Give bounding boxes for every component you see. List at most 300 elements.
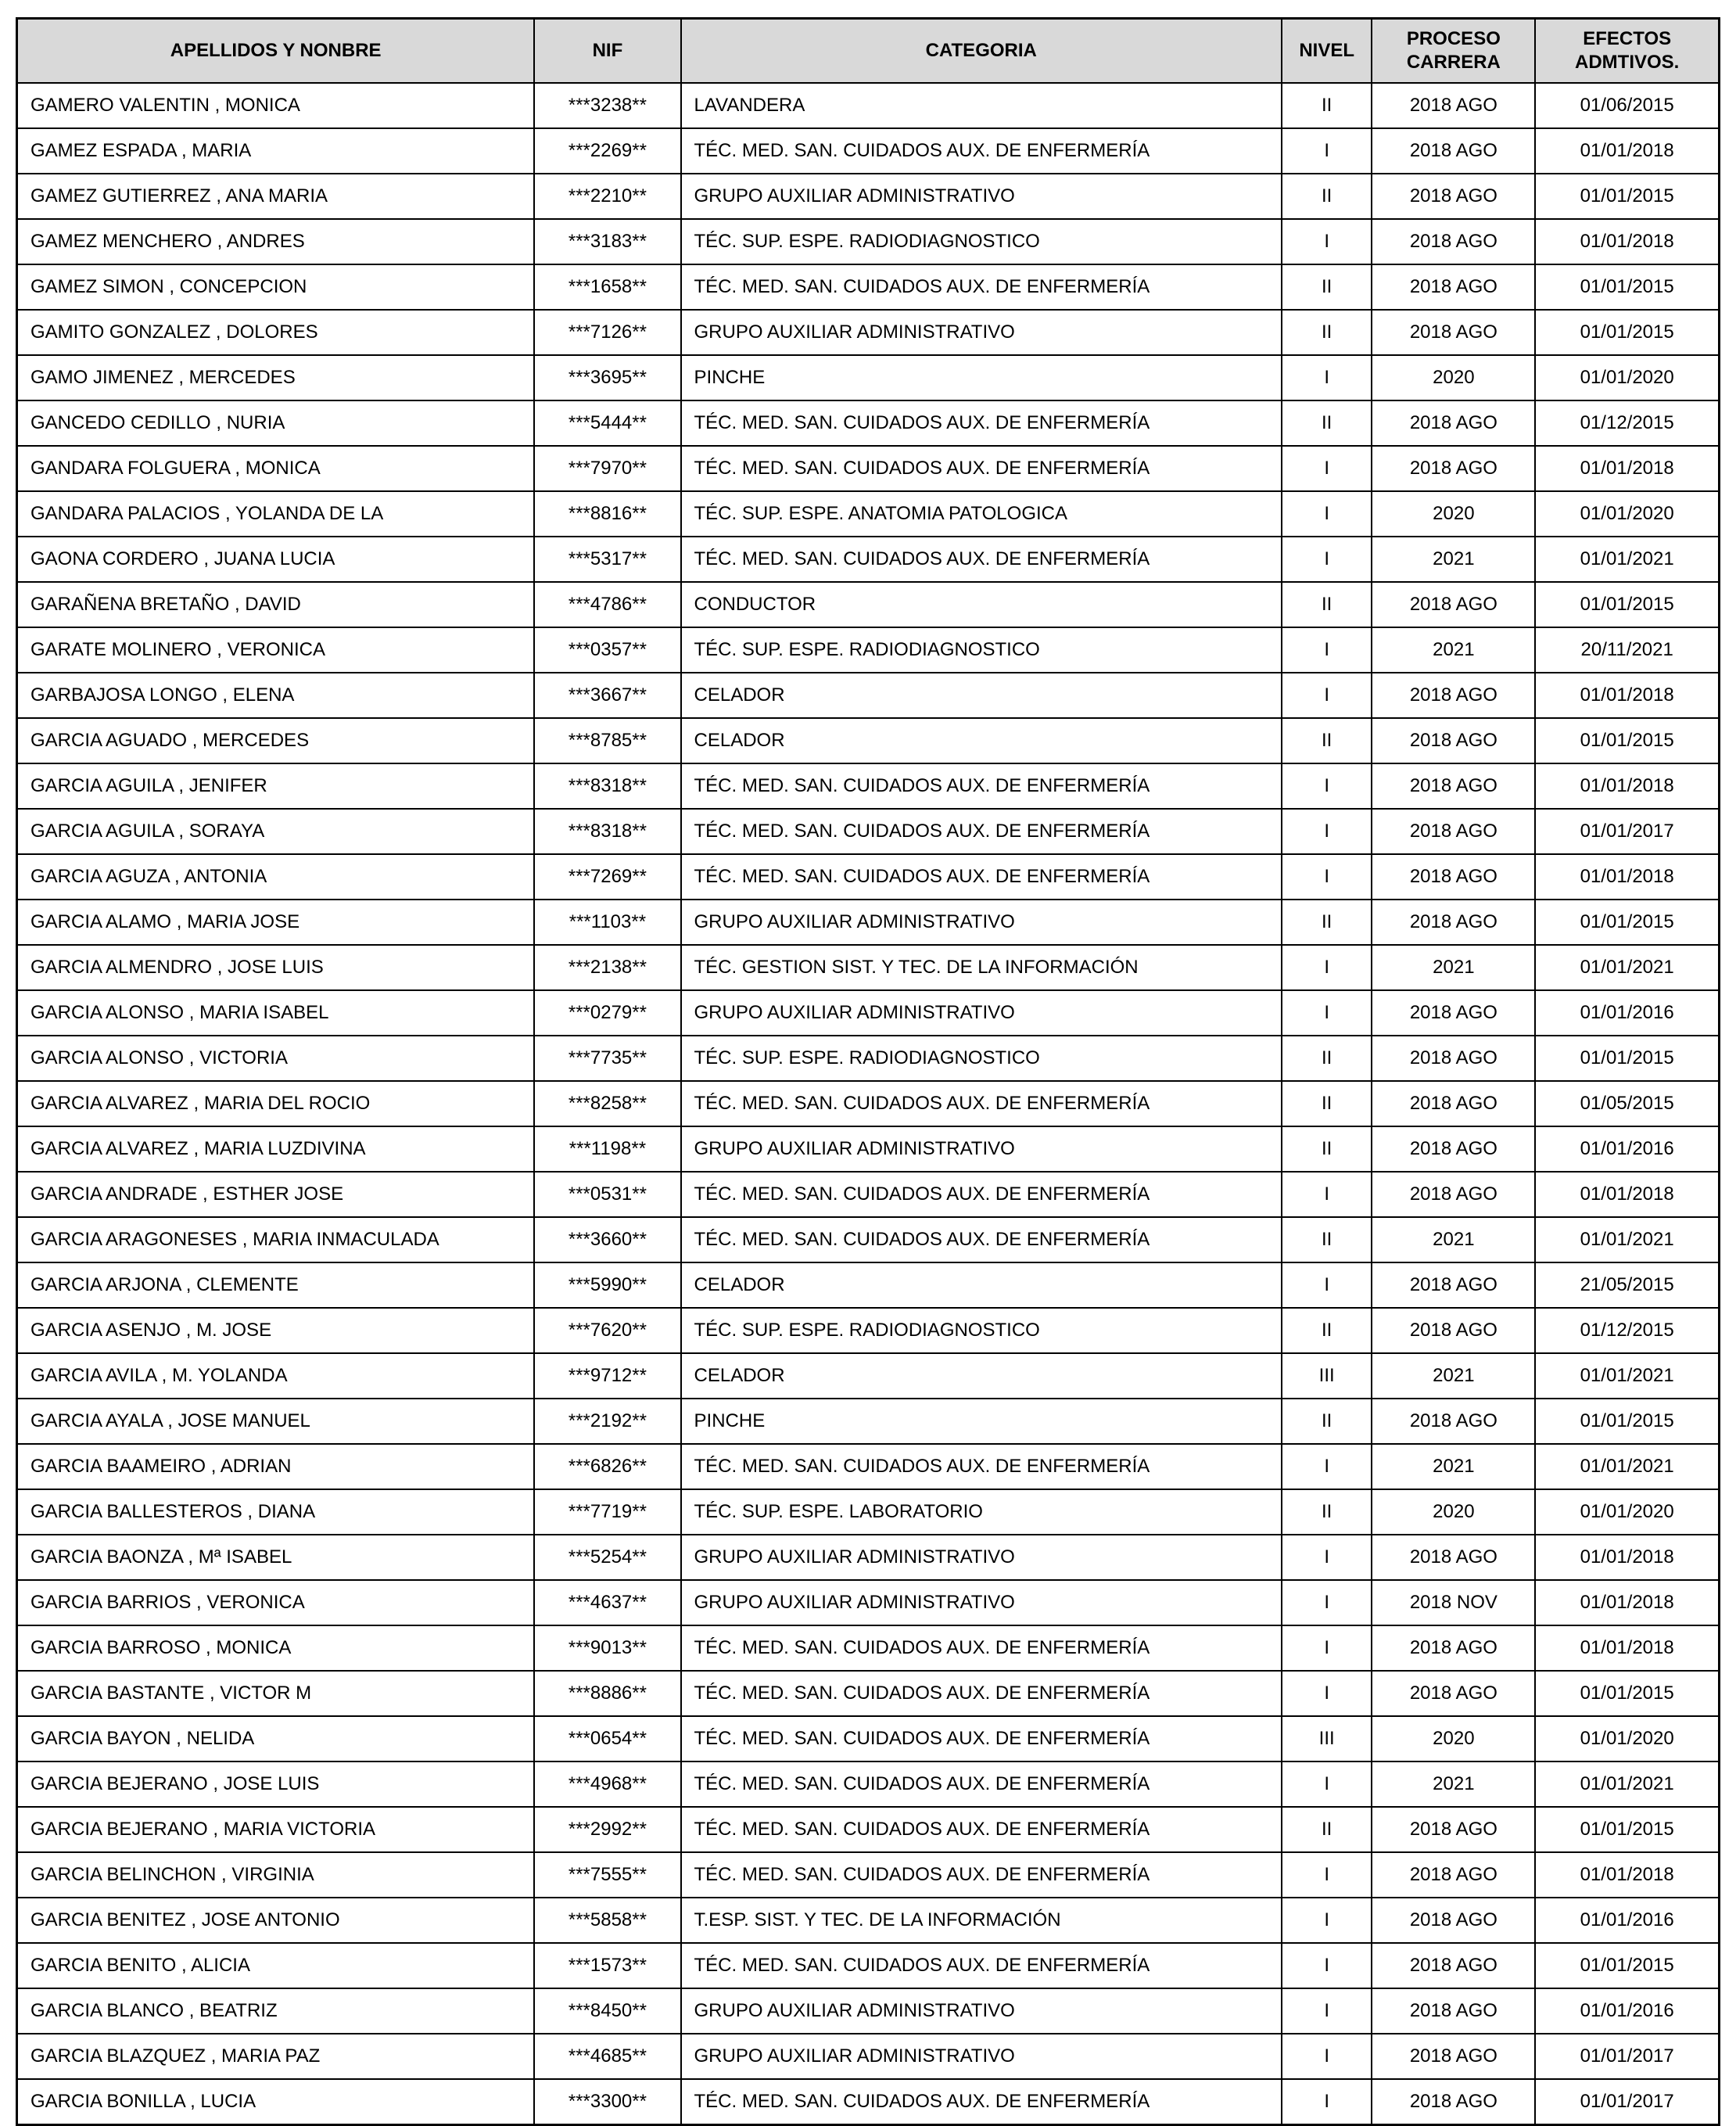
cell-nif: ***2210** (534, 174, 680, 219)
cell-categoria: GRUPO AUXILIAR ADMINISTRATIVO (681, 990, 1282, 1036)
table-row (17, 1308, 1720, 1353)
cell-proceso: 2018 AGO (1372, 1172, 1535, 1217)
table-row (17, 1353, 1720, 1399)
cell-apellidos: GARCIA BARRIOS , VERONICA (17, 1580, 535, 1625)
cell-categoria: PINCHE (681, 355, 1282, 400)
column-header-nif: NIF (534, 19, 680, 84)
cell-apellidos: GARCIA BEJERANO , MARIA VICTORIA (17, 1807, 535, 1852)
cell-nivel: I (1282, 1671, 1372, 1716)
cell-nivel: I (1282, 537, 1372, 582)
cell-categoria: CELADOR (681, 673, 1282, 718)
cell-apellidos: GARCIA BARROSO , MONICA (17, 1625, 535, 1671)
cell-nivel: I (1282, 1444, 1372, 1489)
cell-nivel: II (1282, 1081, 1372, 1126)
table-row (17, 1671, 1720, 1716)
cell-nivel: I (1282, 627, 1372, 673)
table-row (17, 763, 1720, 809)
cell-apellidos: GANCEDO CEDILLO , NURIA (17, 400, 535, 446)
cell-efectos: 01/01/2021 (1535, 945, 1719, 990)
cell-apellidos: GARCIA BENITO , ALICIA (17, 1943, 535, 1988)
cell-proceso: 2018 AGO (1372, 2034, 1535, 2079)
cell-proceso: 2020 (1372, 1489, 1535, 1535)
cell-categoria: GRUPO AUXILIAR ADMINISTRATIVO (681, 1126, 1282, 1172)
cell-categoria: TÉC. MED. SAN. CUIDADOS AUX. DE ENFERMERÍA (681, 763, 1282, 809)
table-row (17, 1898, 1720, 1943)
cell-nif: ***5317** (534, 537, 680, 582)
cell-nif: ***1573** (534, 1943, 680, 1988)
cell-proceso: 2018 AGO (1372, 400, 1535, 446)
cell-nif: ***8886** (534, 1671, 680, 1716)
cell-nivel: I (1282, 945, 1372, 990)
table-row (17, 1807, 1720, 1852)
cell-apellidos: GARCIA BELINCHON , VIRGINIA (17, 1852, 535, 1898)
table-row (17, 446, 1720, 491)
table-row (17, 264, 1720, 310)
cell-categoria: TÉC. MED. SAN. CUIDADOS AUX. DE ENFERMERÍA (681, 809, 1282, 854)
cell-nivel: II (1282, 264, 1372, 310)
table-row (17, 2079, 1720, 2125)
cell-apellidos: GAMEZ ESPADA , MARIA (17, 128, 535, 174)
cell-categoria: GRUPO AUXILIAR ADMINISTRATIVO (681, 310, 1282, 355)
cell-nif: ***2192** (534, 1399, 680, 1444)
cell-nif: ***2138** (534, 945, 680, 990)
cell-nivel: I (1282, 1761, 1372, 1807)
cell-efectos: 01/01/2018 (1535, 854, 1719, 900)
cell-nif: ***3238** (534, 83, 680, 128)
cell-efectos: 01/01/2016 (1535, 1898, 1719, 1943)
cell-nivel: I (1282, 491, 1372, 537)
table-body (17, 83, 1720, 2125)
cell-proceso: 2018 AGO (1372, 990, 1535, 1036)
cell-efectos: 01/01/2018 (1535, 219, 1719, 264)
cell-nivel: III (1282, 1353, 1372, 1399)
cell-nif: ***4786** (534, 582, 680, 627)
cell-nif: ***7970** (534, 446, 680, 491)
cell-apellidos: GARCIA BEJERANO , JOSE LUIS (17, 1761, 535, 1807)
column-header-proceso-carrera: PROCESO CARRERA (1372, 19, 1535, 84)
cell-nif: ***8318** (534, 763, 680, 809)
cell-nif: ***1198** (534, 1126, 680, 1172)
cell-efectos: 01/01/2018 (1535, 673, 1719, 718)
cell-categoria: TÉC. MED. SAN. CUIDADOS AUX. DE ENFERMERÍA (681, 1081, 1282, 1126)
cell-categoria: TÉC. MED. SAN. CUIDADOS AUX. DE ENFERMERÍA (681, 1217, 1282, 1262)
cell-apellidos: GARCIA AGUILA , JENIFER (17, 763, 535, 809)
cell-nivel: I (1282, 355, 1372, 400)
cell-apellidos: GARBAJOSA LONGO , ELENA (17, 673, 535, 718)
cell-apellidos: GAMEZ MENCHERO , ANDRES (17, 219, 535, 264)
cell-nif: ***1103** (534, 900, 680, 945)
cell-nif: ***9013** (534, 1625, 680, 1671)
cell-nif: ***0531** (534, 1172, 680, 1217)
cell-efectos: 01/01/2018 (1535, 1580, 1719, 1625)
cell-categoria: TÉC. MED. SAN. CUIDADOS AUX. DE ENFERMERÍA (681, 1172, 1282, 1217)
cell-nif: ***8318** (534, 809, 680, 854)
cell-apellidos: GAMEZ GUTIERREZ , ANA MARIA (17, 174, 535, 219)
table-row (17, 809, 1720, 854)
cell-apellidos: GARCIA AGUADO , MERCEDES (17, 718, 535, 763)
cell-categoria: TÉC. SUP. ESPE. LABORATORIO (681, 1489, 1282, 1535)
cell-efectos: 01/06/2015 (1535, 83, 1719, 128)
cell-categoria: TÉC. GESTION SIST. Y TEC. DE LA INFORMACIÓN (681, 945, 1282, 990)
cell-nif: ***7126** (534, 310, 680, 355)
cell-proceso: 2018 AGO (1372, 1308, 1535, 1353)
table-row (17, 128, 1720, 174)
cell-efectos: 01/01/2015 (1535, 1036, 1719, 1081)
cell-categoria: PINCHE (681, 1399, 1282, 1444)
cell-nif: ***0357** (534, 627, 680, 673)
cell-efectos: 01/12/2015 (1535, 1308, 1719, 1353)
cell-nif: ***2992** (534, 1807, 680, 1852)
cell-efectos: 01/01/2021 (1535, 1217, 1719, 1262)
cell-efectos: 01/01/2015 (1535, 310, 1719, 355)
cell-apellidos: GARCIA BALLESTEROS , DIANA (17, 1489, 535, 1535)
cell-nivel: II (1282, 1308, 1372, 1353)
table-row (17, 718, 1720, 763)
cell-efectos: 01/01/2017 (1535, 2034, 1719, 2079)
cell-proceso: 2021 (1372, 537, 1535, 582)
cell-efectos: 21/05/2015 (1535, 1262, 1719, 1308)
table-row (17, 1489, 1720, 1535)
table-row (17, 174, 1720, 219)
cell-categoria: TÉC. MED. SAN. CUIDADOS AUX. DE ENFERMERÍA (681, 854, 1282, 900)
table-row (17, 945, 1720, 990)
cell-apellidos: GARCIA ALAMO , MARIA JOSE (17, 900, 535, 945)
cell-nivel: I (1282, 763, 1372, 809)
cell-categoria: TÉC. MED. SAN. CUIDADOS AUX. DE ENFERMERÍA (681, 264, 1282, 310)
cell-apellidos: GARCIA ARJONA , CLEMENTE (17, 1262, 535, 1308)
cell-apellidos: GARCIA AYALA , JOSE MANUEL (17, 1399, 535, 1444)
cell-efectos: 01/01/2020 (1535, 355, 1719, 400)
table-row (17, 854, 1720, 900)
cell-proceso: 2018 AGO (1372, 1081, 1535, 1126)
cell-apellidos: GARAÑENA BRETAÑO , DAVID (17, 582, 535, 627)
cell-categoria: TÉC. MED. SAN. CUIDADOS AUX. DE ENFERMERÍA (681, 1943, 1282, 1988)
cell-efectos: 01/01/2020 (1535, 1716, 1719, 1761)
cell-proceso: 2018 AGO (1372, 1988, 1535, 2034)
cell-efectos: 01/01/2015 (1535, 174, 1719, 219)
cell-categoria: TÉC. MED. SAN. CUIDADOS AUX. DE ENFERMERÍA (681, 1625, 1282, 1671)
cell-categoria: GRUPO AUXILIAR ADMINISTRATIVO (681, 2034, 1282, 2079)
cell-efectos: 01/01/2016 (1535, 1126, 1719, 1172)
cell-proceso: 2018 AGO (1372, 1671, 1535, 1716)
table-header (17, 19, 1720, 84)
cell-proceso: 2021 (1372, 1761, 1535, 1807)
personnel-table (16, 17, 1720, 2126)
cell-categoria: TÉC. SUP. ESPE. RADIODIAGNOSTICO (681, 1036, 1282, 1081)
cell-categoria: GRUPO AUXILIAR ADMINISTRATIVO (681, 900, 1282, 945)
cell-efectos: 01/01/2015 (1535, 582, 1719, 627)
cell-nif: ***8450** (534, 1988, 680, 2034)
cell-nif: ***7719** (534, 1489, 680, 1535)
cell-nivel: I (1282, 990, 1372, 1036)
cell-proceso: 2018 AGO (1372, 718, 1535, 763)
cell-categoria: CONDUCTOR (681, 582, 1282, 627)
table-row (17, 2034, 1720, 2079)
cell-efectos: 01/01/2016 (1535, 1988, 1719, 2034)
cell-nif: ***4637** (534, 1580, 680, 1625)
cell-efectos: 01/01/2017 (1535, 2079, 1719, 2125)
cell-proceso: 2018 AGO (1372, 854, 1535, 900)
cell-apellidos: GANDARA PALACIOS , YOLANDA DE LA (17, 491, 535, 537)
cell-nivel: I (1282, 809, 1372, 854)
cell-nif: ***8785** (534, 718, 680, 763)
cell-nivel: II (1282, 1489, 1372, 1535)
cell-efectos: 01/01/2015 (1535, 1399, 1719, 1444)
cell-nivel: I (1282, 128, 1372, 174)
cell-nif: ***3667** (534, 673, 680, 718)
cell-categoria: GRUPO AUXILIAR ADMINISTRATIVO (681, 1988, 1282, 2034)
cell-nif: ***5858** (534, 1898, 680, 1943)
cell-nif: ***5444** (534, 400, 680, 446)
cell-proceso: 2018 AGO (1372, 1535, 1535, 1580)
cell-efectos: 01/01/2021 (1535, 1761, 1719, 1807)
cell-nivel: II (1282, 1217, 1372, 1262)
table-row (17, 673, 1720, 718)
cell-nif: ***8816** (534, 491, 680, 537)
cell-nivel: I (1282, 1535, 1372, 1580)
cell-efectos: 01/01/2021 (1535, 1353, 1719, 1399)
cell-categoria: TÉC. SUP. ESPE. RADIODIAGNOSTICO (681, 627, 1282, 673)
cell-nif: ***1658** (534, 264, 680, 310)
table-row (17, 1943, 1720, 1988)
cell-efectos: 01/12/2015 (1535, 400, 1719, 446)
cell-proceso: 2018 AGO (1372, 1126, 1535, 1172)
table-row (17, 219, 1720, 264)
cell-proceso: 2018 AGO (1372, 1262, 1535, 1308)
cell-nif: ***3300** (534, 2079, 680, 2125)
cell-apellidos: GARATE MOLINERO , VERONICA (17, 627, 535, 673)
cell-categoria: GRUPO AUXILIAR ADMINISTRATIVO (681, 174, 1282, 219)
cell-efectos: 01/01/2015 (1535, 1807, 1719, 1852)
cell-nivel: II (1282, 174, 1372, 219)
cell-apellidos: GARCIA BAAMEIRO , ADRIAN (17, 1444, 535, 1489)
cell-categoria: TÉC. MED. SAN. CUIDADOS AUX. DE ENFERMERÍA (681, 1761, 1282, 1807)
cell-proceso: 2018 AGO (1372, 1943, 1535, 1988)
cell-nif: ***7555** (534, 1852, 680, 1898)
cell-efectos: 01/01/2018 (1535, 1535, 1719, 1580)
cell-efectos: 01/01/2021 (1535, 1444, 1719, 1489)
cell-nivel: II (1282, 718, 1372, 763)
cell-nivel: I (1282, 219, 1372, 264)
cell-apellidos: GAONA CORDERO , JUANA LUCIA (17, 537, 535, 582)
cell-nivel: I (1282, 854, 1372, 900)
cell-nivel: I (1282, 446, 1372, 491)
cell-nif: ***5990** (534, 1262, 680, 1308)
cell-efectos: 01/01/2016 (1535, 990, 1719, 1036)
cell-proceso: 2018 AGO (1372, 446, 1535, 491)
cell-apellidos: GARCIA ALMENDRO , JOSE LUIS (17, 945, 535, 990)
cell-efectos: 01/01/2020 (1535, 491, 1719, 537)
cell-proceso: 2020 (1372, 355, 1535, 400)
cell-proceso: 2018 AGO (1372, 1807, 1535, 1852)
cell-apellidos: GAMEZ SIMON , CONCEPCION (17, 264, 535, 310)
cell-proceso: 2018 AGO (1372, 219, 1535, 264)
table-row (17, 627, 1720, 673)
cell-nivel: II (1282, 582, 1372, 627)
cell-efectos: 01/01/2018 (1535, 128, 1719, 174)
cell-efectos: 01/01/2015 (1535, 718, 1719, 763)
cell-apellidos: GAMO JIMENEZ , MERCEDES (17, 355, 535, 400)
cell-proceso: 2018 AGO (1372, 1898, 1535, 1943)
cell-proceso: 2018 AGO (1372, 809, 1535, 854)
table-row (17, 537, 1720, 582)
cell-efectos: 01/01/2018 (1535, 1172, 1719, 1217)
cell-efectos: 01/01/2021 (1535, 537, 1719, 582)
table-row (17, 310, 1720, 355)
cell-efectos: 20/11/2021 (1535, 627, 1719, 673)
cell-nivel: II (1282, 310, 1372, 355)
cell-nif: ***4685** (534, 2034, 680, 2079)
table-row (17, 1852, 1720, 1898)
cell-nif: ***6826** (534, 1444, 680, 1489)
cell-apellidos: GARCIA BLAZQUEZ , MARIA PAZ (17, 2034, 535, 2079)
table-row (17, 1988, 1720, 2034)
table-row (17, 1625, 1720, 1671)
cell-categoria: TÉC. MED. SAN. CUIDADOS AUX. DE ENFERMERÍA (681, 400, 1282, 446)
table-row (17, 900, 1720, 945)
cell-proceso: 2018 AGO (1372, 900, 1535, 945)
table-row (17, 582, 1720, 627)
cell-efectos: 01/01/2020 (1535, 1489, 1719, 1535)
cell-efectos: 01/01/2015 (1535, 900, 1719, 945)
table-row (17, 355, 1720, 400)
cell-categoria: TÉC. MED. SAN. CUIDADOS AUX. DE ENFERMERÍA (681, 1852, 1282, 1898)
table-row (17, 491, 1720, 537)
cell-apellidos: GARCIA ANDRADE , ESTHER JOSE (17, 1172, 535, 1217)
cell-nif: ***2269** (534, 128, 680, 174)
cell-efectos: 01/01/2015 (1535, 264, 1719, 310)
cell-categoria: TÉC. MED. SAN. CUIDADOS AUX. DE ENFERMERÍA (681, 446, 1282, 491)
cell-apellidos: GARCIA BLANCO , BEATRIZ (17, 1988, 535, 2034)
cell-categoria: CELADOR (681, 1353, 1282, 1399)
table-row (17, 990, 1720, 1036)
cell-nif: ***8258** (534, 1081, 680, 1126)
cell-apellidos: GANDARA FOLGUERA , MONICA (17, 446, 535, 491)
table-row (17, 1535, 1720, 1580)
cell-nif: ***5254** (534, 1535, 680, 1580)
cell-apellidos: GARCIA ALONSO , VICTORIA (17, 1036, 535, 1081)
cell-categoria: TÉC. MED. SAN. CUIDADOS AUX. DE ENFERMERÍA (681, 2079, 1282, 2125)
cell-efectos: 01/05/2015 (1535, 1081, 1719, 1126)
cell-nivel: I (1282, 1172, 1372, 1217)
cell-proceso: 2018 AGO (1372, 1399, 1535, 1444)
cell-proceso: 2020 (1372, 1716, 1535, 1761)
table-row (17, 1399, 1720, 1444)
cell-categoria: TÉC. MED. SAN. CUIDADOS AUX. DE ENFERMERÍA (681, 1671, 1282, 1716)
cell-nivel: I (1282, 1262, 1372, 1308)
column-header-efectos-admtivos: EFECTOS ADMTIVOS. (1535, 19, 1719, 84)
cell-nif: ***0279** (534, 990, 680, 1036)
cell-nivel: I (1282, 1852, 1372, 1898)
table-row (17, 1036, 1720, 1081)
cell-categoria: TÉC. SUP. ESPE. RADIODIAGNOSTICO (681, 219, 1282, 264)
cell-efectos: 01/01/2018 (1535, 1852, 1719, 1898)
cell-categoria: GRUPO AUXILIAR ADMINISTRATIVO (681, 1535, 1282, 1580)
cell-nivel: I (1282, 1625, 1372, 1671)
cell-nivel: II (1282, 400, 1372, 446)
cell-proceso: 2018 AGO (1372, 673, 1535, 718)
cell-nif: ***3660** (534, 1217, 680, 1262)
cell-categoria: TÉC. SUP. ESPE. RADIODIAGNOSTICO (681, 1308, 1282, 1353)
cell-nivel: I (1282, 673, 1372, 718)
cell-efectos: 01/01/2015 (1535, 1943, 1719, 1988)
cell-categoria: TÉC. SUP. ESPE. ANATOMIA PATOLOGICA (681, 491, 1282, 537)
table-row (17, 1580, 1720, 1625)
cell-efectos: 01/01/2018 (1535, 1625, 1719, 1671)
cell-categoria: TÉC. MED. SAN. CUIDADOS AUX. DE ENFERMERÍA (681, 537, 1282, 582)
cell-proceso: 2018 AGO (1372, 2079, 1535, 2125)
cell-nif: ***3695** (534, 355, 680, 400)
cell-efectos: 01/01/2015 (1535, 1671, 1719, 1716)
cell-proceso: 2018 AGO (1372, 582, 1535, 627)
cell-nif: ***3183** (534, 219, 680, 264)
cell-categoria: TÉC. MED. SAN. CUIDADOS AUX. DE ENFERMERÍA (681, 1807, 1282, 1852)
cell-apellidos: GARCIA ARAGONESES , MARIA INMACULADA (17, 1217, 535, 1262)
cell-nif: ***0654** (534, 1716, 680, 1761)
table-row (17, 1172, 1720, 1217)
cell-apellidos: GARCIA BENITEZ , JOSE ANTONIO (17, 1898, 535, 1943)
cell-proceso: 2018 AGO (1372, 763, 1535, 809)
cell-nivel: I (1282, 1898, 1372, 1943)
cell-proceso: 2018 AGO (1372, 264, 1535, 310)
cell-nivel: II (1282, 1036, 1372, 1081)
cell-proceso: 2021 (1372, 1444, 1535, 1489)
cell-efectos: 01/01/2018 (1535, 446, 1719, 491)
cell-proceso: 2018 AGO (1372, 128, 1535, 174)
header-row (17, 19, 1720, 84)
cell-categoria: TÉC. MED. SAN. CUIDADOS AUX. DE ENFERMERÍA (681, 1716, 1282, 1761)
cell-nivel: I (1282, 1943, 1372, 1988)
cell-nif: ***9712** (534, 1353, 680, 1399)
cell-apellidos: GAMERO VALENTIN , MONICA (17, 83, 535, 128)
cell-nivel: II (1282, 1126, 1372, 1172)
table-row (17, 1262, 1720, 1308)
cell-categoria: CELADOR (681, 1262, 1282, 1308)
cell-nivel: I (1282, 1988, 1372, 2034)
cell-nif: ***7735** (534, 1036, 680, 1081)
column-header-nivel: NIVEL (1282, 19, 1372, 84)
cell-proceso: 2018 AGO (1372, 1852, 1535, 1898)
cell-proceso: 2018 AGO (1372, 174, 1535, 219)
cell-nif: ***7269** (534, 854, 680, 900)
table-row (17, 83, 1720, 128)
cell-categoria: T.ESP. SIST. Y TEC. DE LA INFORMACIÓN (681, 1898, 1282, 1943)
cell-nivel: I (1282, 2079, 1372, 2125)
cell-apellidos: GARCIA ALVAREZ , MARIA DEL ROCIO (17, 1081, 535, 1126)
cell-categoria: LAVANDERA (681, 83, 1282, 128)
cell-nif: ***7620** (534, 1308, 680, 1353)
cell-nivel: II (1282, 1807, 1372, 1852)
cell-apellidos: GARCIA AGUZA , ANTONIA (17, 854, 535, 900)
table-row (17, 1761, 1720, 1807)
cell-proceso: 2018 AGO (1372, 1625, 1535, 1671)
cell-nivel: I (1282, 1580, 1372, 1625)
cell-apellidos: GARCIA AVILA , M. YOLANDA (17, 1353, 535, 1399)
cell-apellidos: GARCIA ALONSO , MARIA ISABEL (17, 990, 535, 1036)
column-header-categoria: CATEGORIA (681, 19, 1282, 84)
cell-nivel: II (1282, 83, 1372, 128)
cell-apellidos: GAMITO GONZALEZ , DOLORES (17, 310, 535, 355)
cell-apellidos: GARCIA BAONZA , Mª ISABEL (17, 1535, 535, 1580)
cell-nivel: II (1282, 1399, 1372, 1444)
cell-efectos: 01/01/2017 (1535, 809, 1719, 854)
cell-proceso: 2018 NOV (1372, 1580, 1535, 1625)
table-row (17, 1081, 1720, 1126)
table-row (17, 1126, 1720, 1172)
cell-proceso: 2021 (1372, 1217, 1535, 1262)
cell-categoria: TÉC. MED. SAN. CUIDADOS AUX. DE ENFERMERÍA (681, 128, 1282, 174)
cell-nivel: II (1282, 900, 1372, 945)
